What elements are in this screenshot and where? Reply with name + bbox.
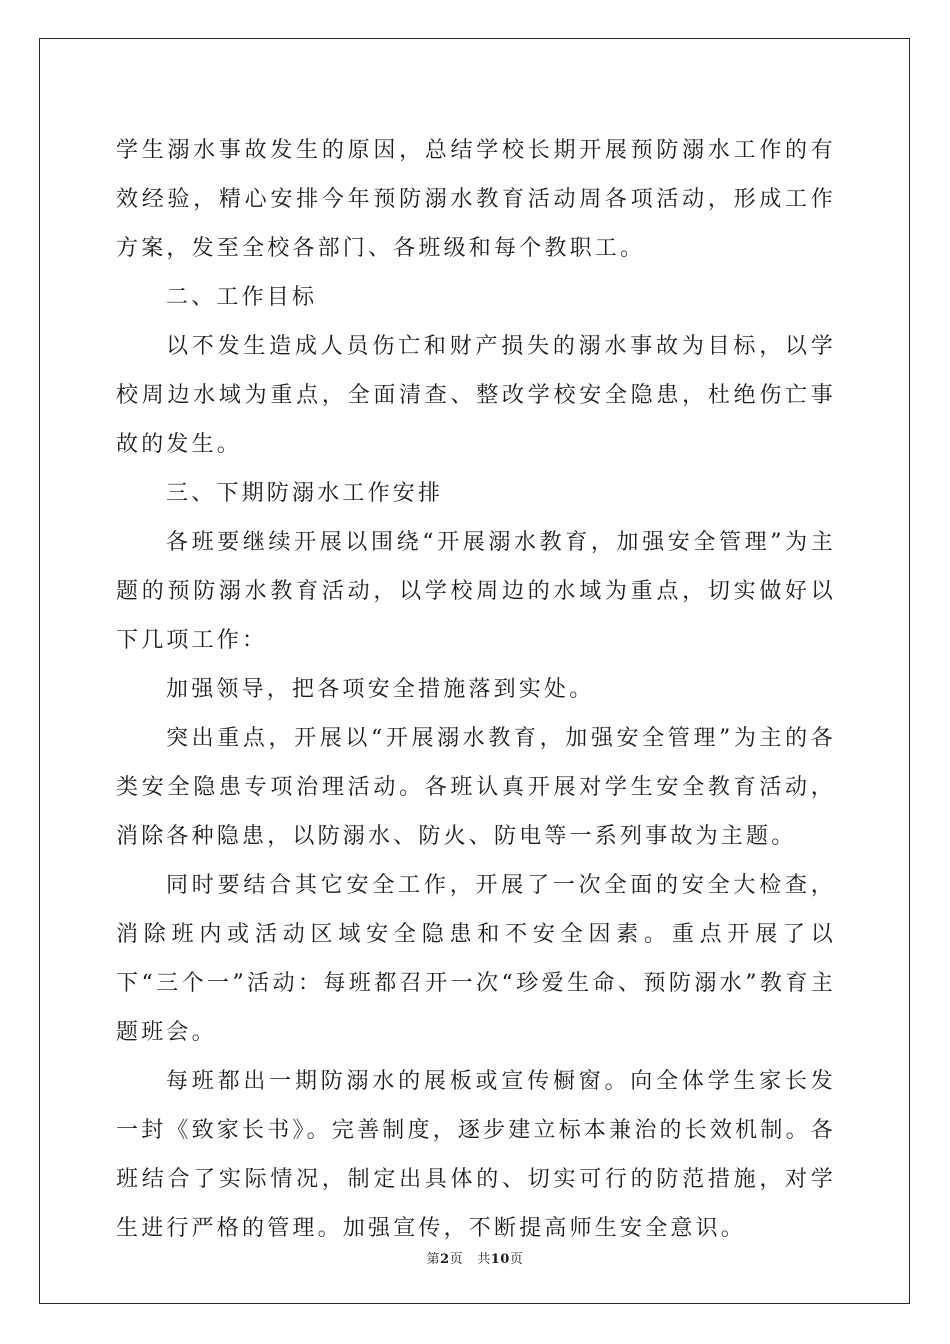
section-heading-plan: 三、下期防溺水工作安排 [166, 481, 444, 506]
paragraph-3: 以不发生造成人员伤亡和财产损失的溺水事故为目标，以学校周边水域为重点，全面清查、整改学校安全隐患，杜绝伤亡事故的发生。 [116, 334, 836, 457]
paragraph-8: 同时要结合其它安全工作，开展了一次全面的安全大检查，消除班内或活动区域安全隐患和不安全因素。重点开展了以下“三个一”活动：每班都召开一次“珍爱生命、预防溺水”教育主题班会。 [116, 873, 836, 1045]
document-body [116, 126, 836, 1253]
page-footer [0, 1248, 950, 1267]
paragraph-7: 突出重点，开展以“开展溺水教育，加强安全管理”为主的各类安全隐患专项治理活动。各班认真开展对学生安全教育活动，消除各种隐患，以防溺水、防火、防电等一系列事故为主题。 [116, 726, 836, 849]
footer-total-prefix: 共 [477, 1252, 491, 1267]
paragraph-1: 学生溺水事故发生的原因，总结学校长期开展预防溺水工作的有效经验，精心安排今年预防溺水教育活动周各项活动，形成工作方案，发至全校各部门、各班级和每个教职工。 [116, 138, 836, 261]
footer-total-suffix: 页 [509, 1252, 524, 1267]
paragraph-6: 加强领导，把各项安全措施落到实处。 [166, 677, 595, 702]
footer-page-total: 10 [490, 1252, 510, 1267]
paragraph-5: 各班要继续开展以围绕“开展溺水教育，加强安全管理”为主题的预防溺水教育活动，以学校周边的水域为重点，切实做好以下几项工作： [116, 530, 836, 653]
footer-page-suffix: 页 [449, 1252, 464, 1267]
footer-page-prefix: 第 [426, 1252, 441, 1267]
paragraph-9: 每班都出一期防溺水的展板或宣传橱窗。向全体学生家长发一封《致家长书》。完善制度，逐步建立标本兼治的长效机制。各班结合了实际情况，制定出具体的、切实可行的防范措施，对学生进行严格的管理。加强宣传，不断提高师生安全意识。 [116, 1069, 836, 1241]
section-heading-goals: 二、工作目标 [166, 285, 318, 310]
footer-page-current: 2 [440, 1252, 450, 1267]
